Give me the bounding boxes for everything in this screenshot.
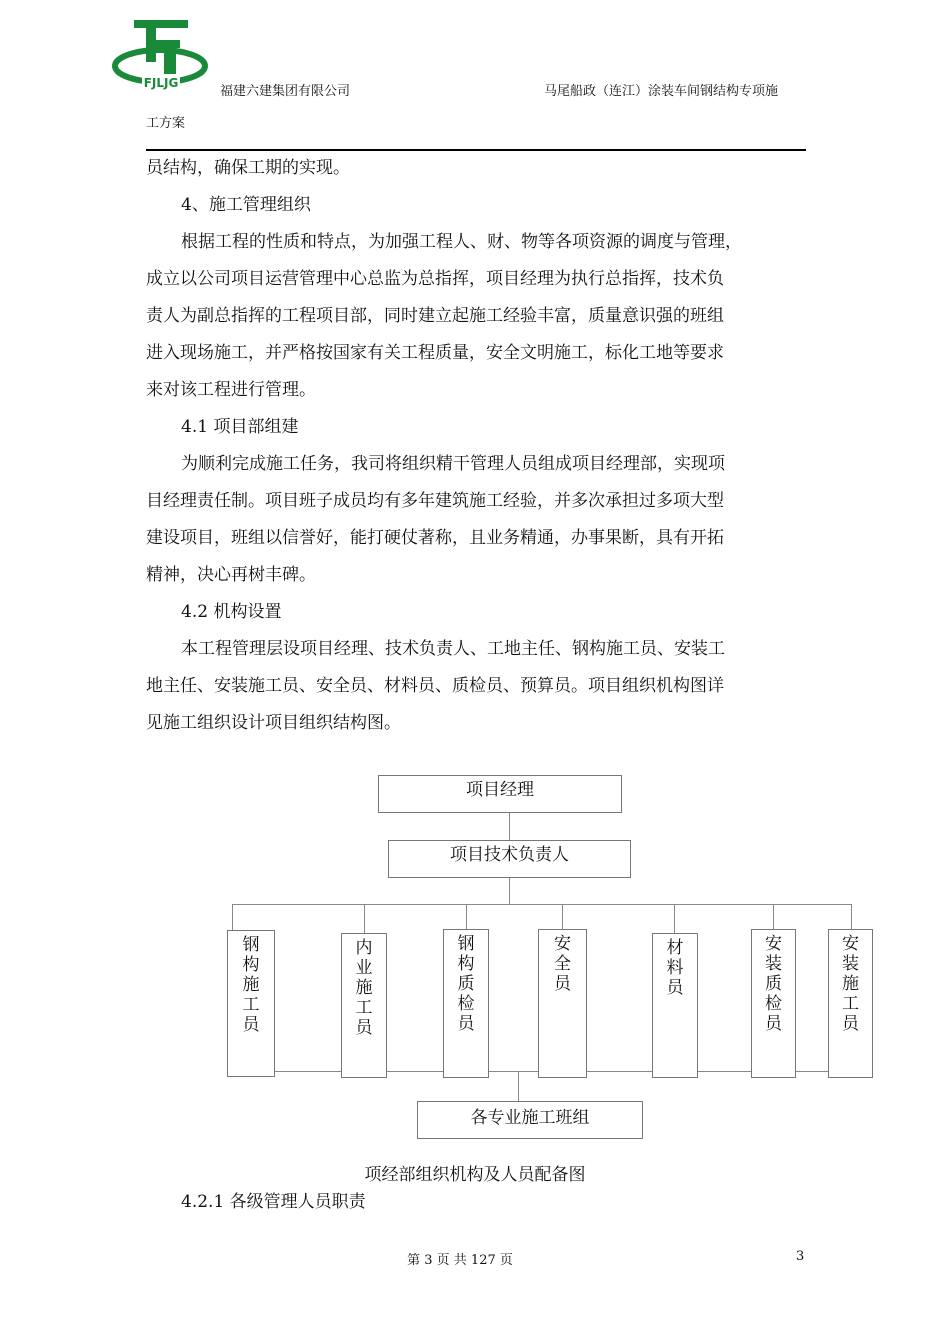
- header-project-title: 马尾船政（连江）涂装车间钢结构专项施: [544, 84, 779, 99]
- section-heading: 4.2.1 各级管理人员职责: [181, 1192, 366, 1212]
- role-char: 装: [842, 954, 859, 974]
- role-char: 安: [554, 934, 571, 954]
- body-line: 地主任、安装施工员、安全员、材料员、质检员、预算员。项目组织机构图详: [146, 676, 724, 696]
- page-footer: 第 3 页 共 127 页: [407, 1253, 513, 1268]
- role-char: [653, 938, 697, 998]
- role-char: 业: [355, 958, 373, 978]
- role-char: [539, 934, 586, 994]
- page-number: 3: [796, 1249, 805, 1264]
- role-char: [228, 935, 274, 1035]
- section-heading: 4、施工管理组织: [181, 195, 311, 215]
- connector-line: [773, 904, 774, 930]
- body-line: 本工程管理层设项目经理、技术负责人、工地主任、钢构施工员、安装工: [181, 639, 725, 659]
- role-char: [444, 934, 488, 1034]
- role-char: 料: [666, 958, 684, 978]
- role-char: 员: [554, 974, 571, 994]
- body-line: 精神，决心再树丰碑。: [146, 565, 316, 585]
- role-char: 检: [457, 994, 475, 1014]
- body-line: 员结构，确保工期的实现。: [146, 158, 350, 178]
- logo-text: FJLJG: [143, 76, 179, 90]
- connector-line: [364, 904, 365, 934]
- header-project-title-cont: 工方案: [146, 116, 186, 131]
- role-char: 检: [765, 994, 782, 1014]
- header-company: 福建六建集团有限公司: [220, 84, 351, 99]
- role-char: 安: [842, 934, 859, 954]
- connector-line: [232, 904, 852, 905]
- body-line: 建设项目，班组以信誉好，能打硬仗著称，且业务精通，办事果断，具有开拓: [146, 528, 724, 548]
- role-char: 工: [242, 995, 260, 1015]
- body-line: 来对该工程进行管理。: [146, 380, 316, 400]
- role-char: [829, 934, 872, 1034]
- org-box-role: [751, 929, 796, 1078]
- role-char: 钢: [242, 935, 260, 955]
- section-heading: 4.1 项目部组建: [181, 417, 299, 437]
- role-char: 员: [355, 1018, 373, 1038]
- org-box-role: [443, 929, 489, 1078]
- body-line: 见施工组织设计项目组织结构图。: [146, 713, 401, 733]
- role-char: 质: [457, 974, 475, 994]
- role-char: 施: [355, 978, 373, 998]
- role-char: [342, 938, 386, 1038]
- role-char: [752, 934, 795, 1034]
- role-char: 员: [242, 1015, 260, 1035]
- role-char: 装: [765, 954, 782, 974]
- role-char: 施: [242, 975, 260, 995]
- connector-line: [509, 877, 510, 904]
- body-line: 责人为副总指挥的工程项目部，同时建立起施工经验丰富，质量意识强的班组: [146, 306, 724, 326]
- org-box-technical-lead: 项目技术负责人: [388, 840, 631, 878]
- role-char: 工: [355, 998, 373, 1018]
- body-line: 目经理责任制。项目班子成员均有多年建筑施工经验，并多次承担过多项大型: [146, 491, 724, 511]
- role-char: 员: [765, 1014, 782, 1034]
- role-char: 内: [355, 938, 373, 958]
- body-line: 成立以公司项目运营管理中心总监为总指挥，项目经理为执行总指挥，技术负: [146, 269, 724, 289]
- connector-line: [562, 904, 563, 930]
- org-box-role: [652, 933, 698, 1078]
- connector-line: [509, 812, 510, 840]
- role-char: 构: [242, 955, 260, 975]
- org-box-role: [828, 929, 873, 1078]
- role-char: 材: [666, 938, 684, 958]
- role-char: 员: [457, 1014, 475, 1034]
- section-heading: 4.2 机构设置: [181, 602, 282, 622]
- body-line: 为顺利完成施工任务，我司将组织精干管理人员组成项目经理部，实现项: [181, 454, 725, 474]
- body-line: 根据工程的性质和特点，为加强工程人、财、物等各项资源的调度与管理，: [181, 232, 742, 252]
- body-line: 进入现场施工，并严格按国家有关工程质量，安全文明施工，标化工地等要求: [146, 343, 724, 363]
- org-box-role: [227, 930, 275, 1077]
- org-box-teams: 各专业施工班组: [417, 1101, 643, 1139]
- connector-line: [674, 904, 675, 934]
- org-box-role: [538, 929, 587, 1078]
- role-char: 质: [765, 974, 782, 994]
- role-char: 安: [765, 934, 782, 954]
- role-char: 工: [842, 994, 859, 1014]
- org-box-project-manager: 项目经理: [378, 775, 622, 813]
- role-char: 施: [842, 974, 859, 994]
- org-box-role: [341, 933, 387, 1078]
- role-char: 员: [842, 1014, 859, 1034]
- role-char: 构: [457, 954, 475, 974]
- connector-line: [518, 1071, 519, 1101]
- figure-caption: 项经部组织机构及人员配备图: [364, 1165, 586, 1185]
- role-char: 员: [666, 978, 684, 998]
- connector-line: [851, 904, 852, 930]
- role-char: 全: [554, 954, 571, 974]
- company-logo: [112, 14, 212, 96]
- role-char: 钢: [457, 934, 475, 954]
- connector-line: [232, 904, 233, 931]
- connector-line: [466, 904, 467, 930]
